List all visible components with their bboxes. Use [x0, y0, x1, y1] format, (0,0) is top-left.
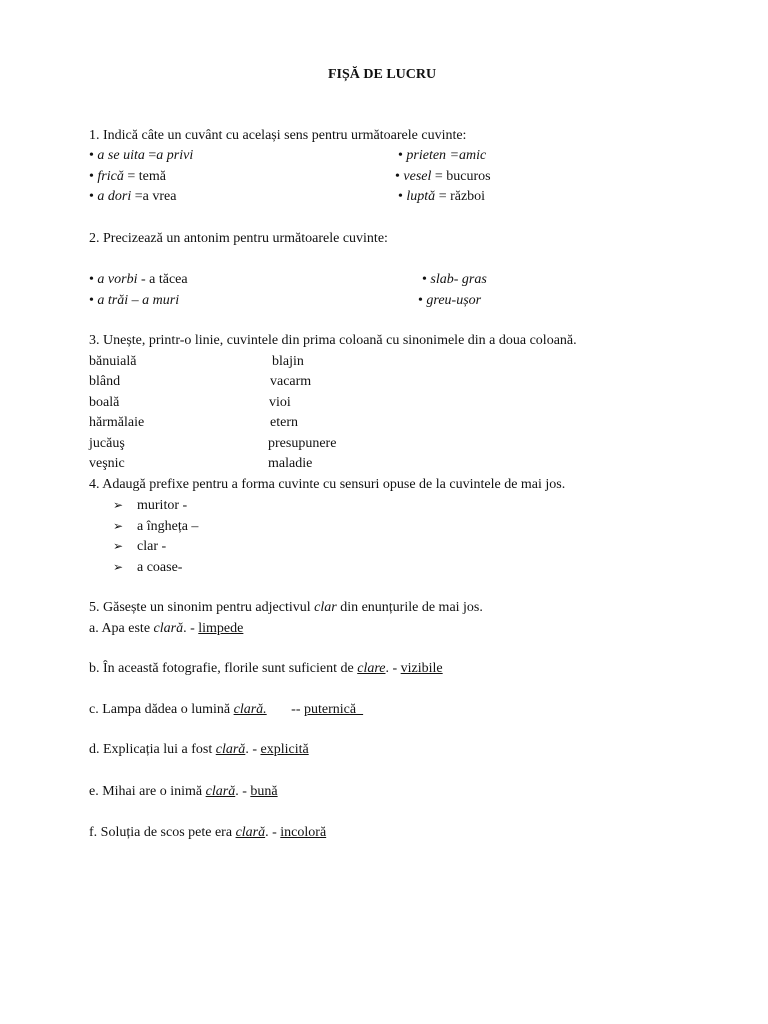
ex5-key-word: clară. [233, 702, 267, 717]
ex5-key-word: clară [205, 784, 236, 799]
ex5-answer: vizibile [400, 661, 443, 676]
ex4-item-text: muritor - [137, 498, 188, 513]
ex5-dash: . - [235, 784, 251, 799]
arrowhead-bullet-icon: ➢ [113, 539, 124, 553]
ex5-answer: incoloră [280, 825, 327, 840]
ex1-word: a se uita [97, 148, 145, 163]
ex1-row-1-right: • prieten =amic [398, 148, 487, 163]
ex2-prompt: 2. Precizează un antonim pentru următoarele cuvinte: [89, 231, 388, 246]
ex5-key-word: clară [153, 621, 184, 636]
arrowhead-bullet-icon: ➢ [113, 560, 124, 574]
worksheet-title: FIȘĂ DE LUCRU [328, 67, 437, 82]
ex5-answer: bună [250, 784, 278, 799]
ex1-answer: război [450, 189, 486, 204]
ex5-item [89, 824, 326, 842]
ex5-item [89, 660, 443, 678]
ex2-answer: - a tăcea [137, 272, 188, 287]
ex3-right-word: vioi [269, 395, 291, 410]
ex5-item [89, 741, 309, 759]
ex2-row-2-left: • a trăi – a muri [89, 293, 180, 308]
ex4-item [113, 537, 166, 556]
ex1-sep: = [431, 169, 447, 184]
ex1-answer: bucuros [446, 169, 491, 184]
ex5-answer: explicită [260, 742, 309, 757]
ex4-item-text: a coase- [137, 560, 183, 575]
ex1-word: frică [97, 169, 124, 184]
ex5-sentence: c. Lampa dădea o lumină [89, 702, 234, 717]
ex5-item [89, 783, 278, 801]
ex5-answer: limpede [198, 621, 244, 636]
ex5-key-word: clară [215, 742, 246, 757]
ex4-item-text: a îngheța – [137, 519, 199, 534]
ex1-sep: = [435, 189, 451, 204]
ex1-answer: a privi [156, 148, 194, 163]
ex1-answer: amic [459, 148, 487, 163]
ex3-right-word: blajin [272, 354, 304, 369]
ex2-pair: greu-ușor [426, 293, 482, 308]
ex3-left-word: hărmălaie [89, 415, 145, 430]
arrowhead-bullet-icon: ➢ [113, 498, 124, 512]
ex1-word: prieten [406, 148, 447, 163]
ex5-prompt-text: din enunțurile de mai jos. [336, 600, 483, 615]
ex2-pair: slab- gras [430, 272, 487, 287]
ex1-sep: = [131, 189, 143, 204]
ex3-prompt: 3. Unește, printr-o linie, cuvintele din prima coloană cu sinonimele din a doua coloană. [89, 333, 577, 348]
ex4-item [113, 558, 182, 577]
ex5-dash: . - [385, 661, 401, 676]
ex1-row-3-left: • a dori =a vrea [89, 189, 177, 204]
ex1-prompt: 1. Indică câte un cuvânt cu același sens pentru următoarele cuvinte: [89, 128, 467, 143]
ex5-prompt-text: 5. Găsește un sinonim pentru adjectivul [89, 600, 315, 615]
ex3-right-word: maladie [268, 456, 313, 471]
ex1-sep: = [446, 148, 460, 163]
ex3-left-word: veşnic [89, 456, 125, 471]
ex5-sentence: a. Apa este [89, 621, 154, 636]
ex1-row-3-right: • luptă = război [398, 189, 486, 204]
ex3-left-word: boală [89, 395, 120, 410]
ex3-right-word: vacarm [270, 374, 312, 389]
ex5-prompt-word: clar [314, 600, 337, 615]
ex2-row-1-left: • a vorbi - a tăcea [89, 272, 188, 287]
ex3-left-word: jucăuş [89, 436, 125, 451]
ex5-sentence: f. Soluția de scos pete era [89, 825, 236, 840]
ex1-answer: temă [138, 169, 166, 184]
ex5-dash: . - [265, 825, 281, 840]
ex5-answer: puternică [304, 702, 364, 717]
ex4-item [113, 517, 198, 536]
ex5-dash: -- [266, 702, 304, 717]
ex5-sentence: b. În această fotografie, florile sunt suficient de [89, 661, 358, 676]
ex4-prompt: 4. Adaugă prefixe pentru a forma cuvinte cu sensuri opuse de la cuvintele de mai jos. [89, 477, 566, 492]
ex3-left-word: bănuială [89, 354, 137, 369]
ex1-word: vesel [403, 169, 432, 184]
ex4-item-text: clar - [137, 539, 167, 554]
ex5-item [89, 620, 243, 638]
ex2-row-1-right: • slab- gras [422, 272, 487, 287]
ex5-dash: . - [245, 742, 261, 757]
ex1-row-1-left: • a se uita =a privi [89, 148, 194, 163]
ex3-right-word: etern [270, 415, 298, 430]
ex2-row-2-right: • greu-ușor [418, 293, 482, 308]
ex5-sentence: d. Explicația lui a fost [89, 742, 216, 757]
ex5-sentence: e. Mihai are o inimă [89, 784, 206, 799]
ex5-prompt [89, 599, 483, 617]
ex2-pair: a trăi – a muri [97, 293, 180, 308]
ex5-key-word: clară [235, 825, 266, 840]
ex2-word: a vorbi [97, 272, 138, 287]
ex5-key-word: clare [357, 661, 386, 676]
ex5-item [89, 701, 363, 719]
ex1-row-2-left: • frică = temă [89, 169, 166, 184]
ex3-left-word: blând [89, 374, 121, 389]
ex1-sep: = [144, 148, 157, 163]
arrowhead-bullet-icon: ➢ [113, 519, 124, 533]
ex4-item [113, 496, 187, 515]
ex1-answer: a vrea [142, 189, 177, 204]
ex1-row-2-right: • vesel = bucuros [395, 169, 491, 184]
ex1-sep: = [123, 169, 139, 184]
ex5-dash: . - [183, 621, 199, 636]
ex3-right-word: presupunere [268, 436, 337, 451]
ex1-word: a dori [97, 189, 132, 204]
ex1-word: luptă [406, 189, 436, 204]
